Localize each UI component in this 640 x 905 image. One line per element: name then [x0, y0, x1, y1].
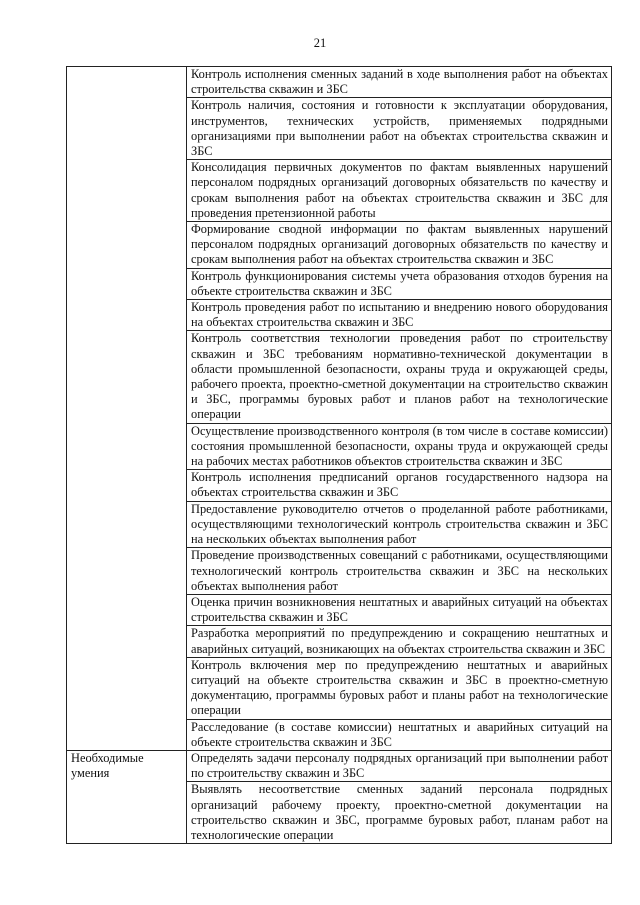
requirement-text-cell: Разработка мероприятий по предупреждению и сокращению нештатных и аварийных ситуаций, возникающих на объектах строительства скважин и ЗБС: [187, 626, 612, 657]
requirement-text-cell: Формирование сводной информации по фактам выявленных нарушений персоналом подрядных организаций договорных обязательств по качеству и срокам выполнения работ на объектах строительства скважин и ЗБС: [187, 222, 612, 269]
page-number: 21: [313, 36, 327, 50]
requirement-text-cell: Контроль наличия, состояния и готовности к эксплуатации оборудования, инструментов, технических устройств, применяемых подрядными организациями при выполнении работ на объектах строительства скважин и ЗБС: [187, 98, 612, 160]
requirement-text-cell: Контроль исполнения предписаний органов государственного надзора на объектах строительства скважин и ЗБС: [187, 470, 612, 501]
requirement-text-cell: Осуществление производственного контроля (в том числе в составе комиссии) состояния промышленной безопасности, охраны труда и окружающей среды на рабочих местах работников объектов строительства скважин и ЗБС: [187, 423, 612, 470]
requirement-text-cell: Расследование (в составе комиссии) нештатных и аварийных ситуаций на объекте строительства скважин и ЗБС: [187, 719, 612, 750]
requirement-text-cell: Оценка причин возникновения нештатных и аварийных ситуаций на объектах строительства скважин и ЗБС: [187, 594, 612, 625]
requirement-text-cell: Контроль исполнения сменных заданий в ходе выполнения работ на объектах строительства скважин и ЗБС: [187, 67, 612, 98]
requirement-text-cell: Контроль проведения работ по испытанию и внедрению нового оборудования на объектах строительства скважин и ЗБС: [187, 300, 612, 331]
requirement-text-cell: Контроль функционирования системы учета образования отходов бурения на объекте строительства скважин и ЗБС: [187, 268, 612, 299]
requirement-text-cell: Контроль соответствия технологии проведения работ по строительству скважин и ЗБС требованиям нормативно-технической документации в области промышленной безопасности, охраны труда и окружающей среды, рабочего проекта, проектно-сметной документации на строительство скважин и ЗБС, программы буровых работ и планов работ на технологические операции: [187, 331, 612, 423]
requirement-text-cell: Выявлять несоответствие сменных заданий персонала подрядных организаций рабочему проекту, проектно-сметной документации на строительство скважин и ЗБС, программе буровых работ, планам работ на технологические операции: [187, 782, 612, 844]
requirement-text-cell: Предоставление руководителю отчетов о проделанной работе работниками, осуществляющими технологический контроль строительства скважин и ЗБС на нескольких объектах выполнения работ: [187, 501, 612, 548]
section-label-cell: [67, 67, 187, 751]
requirement-text-cell: Проведение производственных совещаний с работниками, осуществляющими технологический контроль строительства скважин и ЗБС на нескольких объектах выполнения работ: [187, 548, 612, 595]
section-label-cell: Необходимые умения: [67, 750, 187, 843]
table-row: [67, 67, 612, 98]
requirement-text-cell: Консолидация первичных документов по фактам выявленных нарушений персоналом подрядных организаций договорных обязательств по качеству и срокам выполнения работ на объектах строительства скважин и ЗБС для проведения претензионной работы: [187, 160, 612, 222]
requirement-text-cell: Определять задачи персоналу подрядных организаций при выполнении работ по строительству скважин и ЗБС: [187, 750, 612, 781]
table-row: [67, 750, 612, 781]
requirement-text-cell: Контроль включения мер по предупреждению нештатных и аварийных ситуаций на объекте строительства скважин и ЗБС в проектно-сметную документацию, программы буровых работ и планы работ на технологические операции: [187, 657, 612, 719]
requirements-table: [66, 66, 612, 844]
